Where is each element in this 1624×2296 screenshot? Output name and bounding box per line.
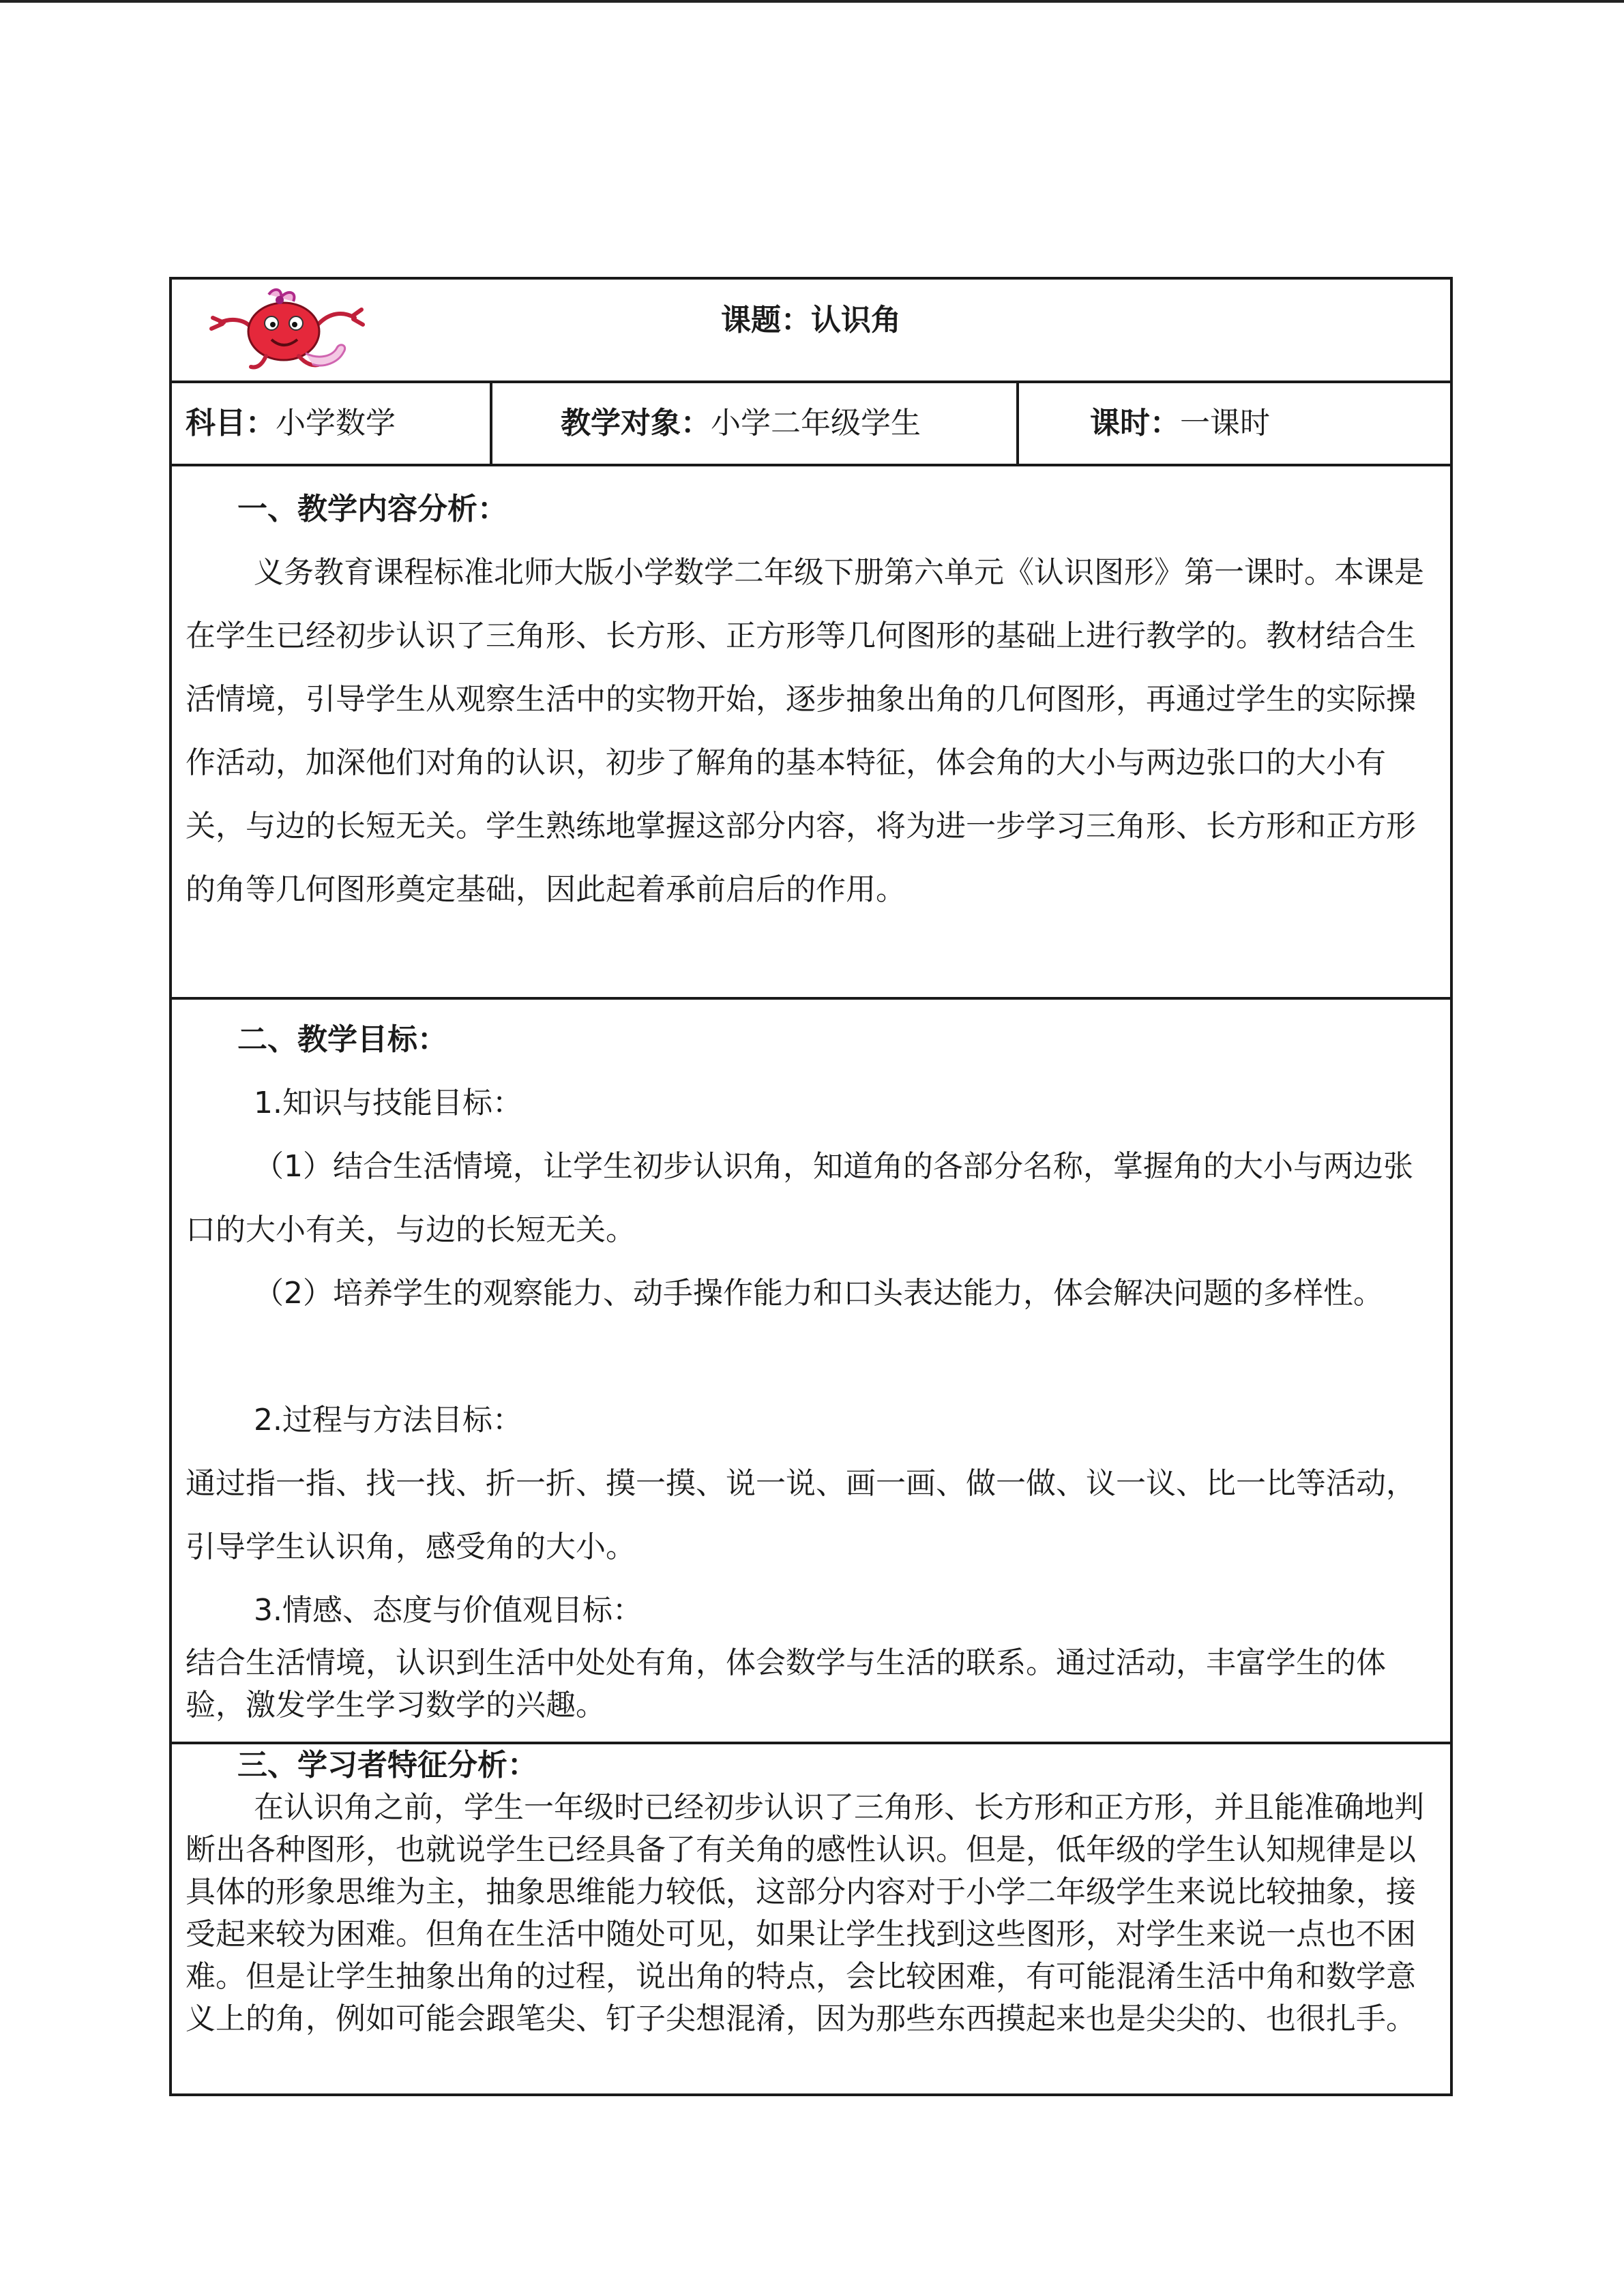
process-goal-body: 通过指一指、找一找、折一折、摸一摸、说一说、画一画、做一做、议一议、比一比等活动，引导学生认识角，感受角的大小。 xyxy=(186,1466,1416,1564)
lesson-title-value: 认识角 xyxy=(811,303,901,338)
subject-label: 科目： xyxy=(186,406,276,441)
teaching-goals-heading: 二、教学目标： xyxy=(237,1022,447,1057)
knowledge-goal-item-2: （2）培养学生的观察能力、动手操作能力和口头表达能力，体会解决问题的多样性。 xyxy=(254,1276,1383,1311)
audience-label: 教学对象： xyxy=(561,406,711,441)
hours-cell xyxy=(1019,383,1450,464)
audience-cell xyxy=(492,383,1019,464)
content-analysis-heading: 一、教学内容分析： xyxy=(237,492,507,526)
learner-analysis-section xyxy=(172,1744,1450,2093)
subject-cell xyxy=(172,383,492,464)
content-analysis-body: 义务教育课程标准北师大版小学数学二年级下册第六单元《认识图形》第一课时。本课是在学生已经初步认识了三角形、长方形、正方形等几何图形的基础上进行教学的。教材结合生活情境，引导学生从观察生活中的实物开始，逐步抽象出角的几何图形，再通过学生的实际操作活动，加深他们对角的认识，初步了解角的基本特征，体会角的大小与两边张口的大小有关，与边的长短无关。学生熟练地掌握这部分内容，将为进一步学习三角形、长方形和正方形的角等几何图形奠定基础，因此起着承前启后的作用。 xyxy=(186,555,1424,907)
knowledge-goal-title: 1.知识与技能目标： xyxy=(254,1086,522,1120)
learner-analysis-body: 在认识角之前，学生一年级时已经初步认识了三角形、长方形和正方形，并且能准确地判断出各种图形，也就说学生已经具备了有关角的感性认识。但是，低年级的学生认知规律是以具体的形象思维为主，抽象思维能力较低，这部分内容对于小学二年级学生来说比较抽象，接受起来较为困难。但角在生活中随处可见，如果让学生找到这些图形，对学生来说一点也不困难。但是让学生抽象出角的过程，说出角的特点，会比较困难，有可能混淆生活中角和数学意义上的角，例如可能会跟笔尖、钉子尖想混淆，因为那些东西摸起来也是尖尖的、也很扎手。 xyxy=(186,1790,1424,2036)
content-analysis-section xyxy=(172,466,1450,1000)
attitude-goal-title: 3.情感、态度与价值观目标： xyxy=(254,1593,643,1628)
lesson-plan-table xyxy=(169,277,1453,2096)
attitude-goal-body: 结合生活情境，认识到生活中处处有角，体会数学与生活的联系。通过活动，丰富学生的体验，激发学生学习数学的兴趣。 xyxy=(186,1645,1386,1723)
teaching-goals-section xyxy=(172,1000,1450,1744)
audience-value: 小学二年级学生 xyxy=(711,406,921,441)
info-row xyxy=(172,383,1450,466)
lesson-title xyxy=(172,293,1450,348)
page-top-rule xyxy=(0,0,1624,3)
knowledge-goal-item-1: （1）结合生活情境，让学生初步认识角，知道角的各部分名称，掌握角的大小与两边张口的大小有关，与边的长短无关。 xyxy=(186,1149,1413,1247)
title-row xyxy=(172,280,1450,383)
subject-value: 小学数学 xyxy=(276,406,396,441)
lesson-title-label: 课题： xyxy=(721,303,811,338)
hours-label: 课时： xyxy=(1090,406,1180,441)
process-goal-title: 2.过程与方法目标： xyxy=(254,1403,522,1437)
hours-value: 一课时 xyxy=(1180,406,1270,441)
learner-analysis-heading: 三、学习者特征分析： xyxy=(237,1748,537,1783)
